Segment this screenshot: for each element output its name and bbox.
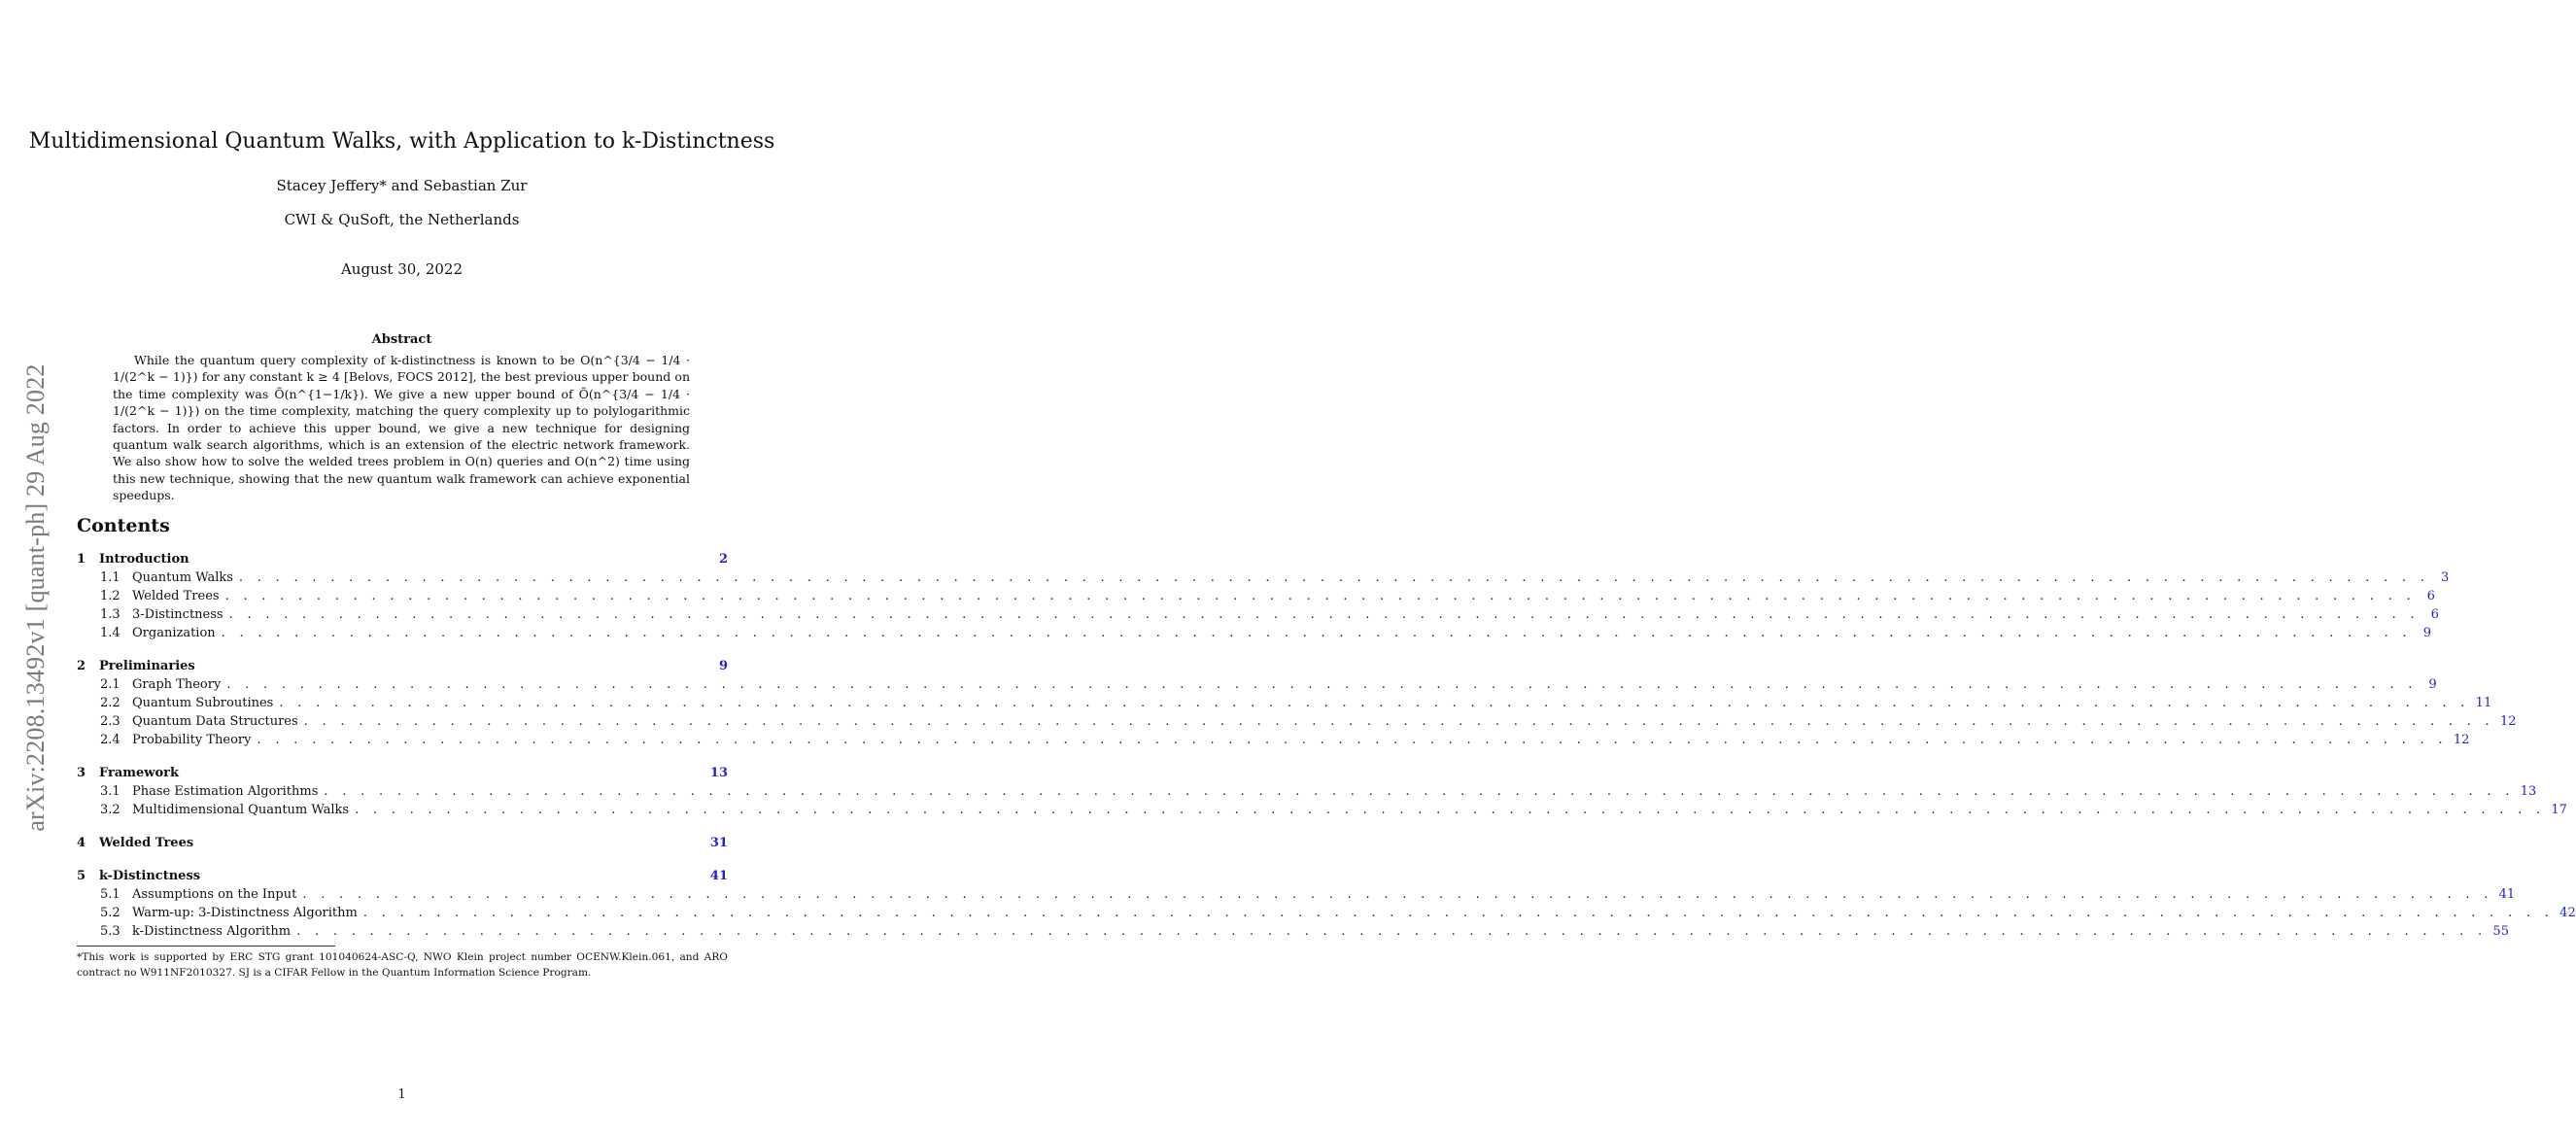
toc-subsection[interactable] <box>77 624 2431 642</box>
toc-subsection-page-link[interactable]: 41 <box>2498 887 2516 902</box>
toc-section[interactable] <box>77 867 728 885</box>
toc-subsection-number: 2.1 <box>100 677 120 692</box>
toc-section-page-link[interactable]: 41 <box>709 869 728 883</box>
toc-subsection-title[interactable]: 3-Distinctness <box>132 607 223 622</box>
paper-title: Multidimensional Quantum Walks, with Application to k-Distinctness <box>28 129 775 154</box>
toc-leader-dots: . . . . . . . . . . . . . . . . . . . . . . . . . . . . . . . . . . . . . . . . . . . . . . . . . . . . . . . . . . . . . . . . . . . . . . . . . . . . . . . . . . . . . . . . . . . . . . . . . . . . . . . . . . . . . . . . . . . . . . . . <box>296 924 2488 939</box>
arxiv-identifier-stamp: arXiv:2208.13492v1 [quant-ph] 29 Aug 2022 <box>21 363 50 832</box>
toc-subsection-page-link[interactable]: 6 <box>2430 607 2439 622</box>
toc-subsection-page-link[interactable]: 6 <box>2426 589 2435 603</box>
toc-subsection-title[interactable]: Welded Trees <box>132 589 220 603</box>
toc-subsection-number: 3.1 <box>100 784 120 799</box>
toc-section-page-link[interactable]: 2 <box>718 552 728 567</box>
toc-section-title[interactable]: Introduction <box>99 552 189 567</box>
toc-section-title[interactable]: k-Distinctness <box>99 869 201 883</box>
toc-section[interactable] <box>77 764 728 782</box>
toc-leader-dots: . . . . . . . . . . . . . . . . . . . . . . . . . . . . . . . . . . . . . . . . . . . . . . . . . . . . . . . . . . . . . . . . . . . . . . . . . . . . . . . . . . . . . . . . . . . . . . . . . . . . . . . . . . . . . . . . . . . . . . . . <box>224 589 2416 603</box>
table-of-contents <box>77 550 2576 941</box>
toc-leader-dots: . . . . . . . . . . . . . . . . . . . . . . . . . . . . . . . . . . . . . . . . . . . . . . . . . . . . . . . . . . . . . . . . . . . . . . . . . . . . . . . . . . . . . . . . . . . . . . . . . . . . . . . . . . . . . . . . . . . . . . . . <box>355 803 2546 817</box>
toc-subsection[interactable] <box>77 694 2492 712</box>
toc-section-page-link[interactable]: 9 <box>718 659 728 673</box>
toc-subsection-page-link[interactable]: 12 <box>2500 714 2517 729</box>
toc-subsection-page-link[interactable]: 42 <box>2559 906 2576 920</box>
toc-subsection-title[interactable]: Quantum Data Structures <box>132 714 298 729</box>
toc-leader-dots: . . . . . . . . . . . . . . . . . . . . . . . . . . . . . . . . . . . . . . . . . . . . . . . . . . . . . . . . . . . . . . . . . . . . . . . . . . . . . . . . . . . . . . . . . . . . . . . . . . . . . . . . . . . . . . . . . . . . . . . . <box>228 607 2420 622</box>
toc-section-number: 2 <box>77 659 86 673</box>
toc-subsection-page-link[interactable]: 13 <box>2520 784 2537 799</box>
toc-subsection-number: 3.2 <box>100 803 120 817</box>
abstract-body <box>113 352 690 504</box>
toc-section-title[interactable]: Preliminaries <box>99 659 195 673</box>
toc-leader-dots: . . . . . . . . . . . . . . . . . . . . . . . . . . . . . . . . . . . . . . . . . . . . . . . . . . . . . . . . . . . . . . . . . . . . . . . . . . . . . . . . . . . . . . . . . . . . . . . . . . . . . . . . . . . . . . . . . . . . . . . . <box>257 733 2448 747</box>
toc-subsection-title[interactable]: Quantum Subroutines <box>132 696 274 710</box>
toc-subsection[interactable] <box>77 568 2450 587</box>
toc-subsection[interactable] <box>77 587 2435 605</box>
toc-section-number: 5 <box>77 869 86 883</box>
toc-subsection[interactable] <box>77 885 2516 904</box>
toc-leader-dots: . . . . . . . . . . . . . . . . . . . . . . . . . . . . . . . . . . . . . . . . . . . . . . . . . . . . . . . . . . . . . . . . . . . . . . . . . . . . . . . . . . . . . . . . . . . . . . . . . . . . . . . . . . . . . . . . . . . . . . . . <box>324 784 2515 799</box>
toc-subsection-title[interactable]: Warm-up: 3-Distinctness Algorithm <box>132 906 358 920</box>
abstract-text: While the quantum query complexity of k-distinctness is known to be O(n^{3/4 − 1/4 · 1/(2^k − 1)}) for any constant k ≥ 4 [Belovs, FOCS 2012], the best previous upper bound on the time complexity was Õ(n^{1−1/k}). We give a new upper bound of Õ(n^{3/4 − 1/4 · 1/(2^k − 1)}) on the time complexity, matching the query complexity up to polylogarithmic factors. In order to achieve this upper bound, we give a new technique for designing quantum walk search algorithms, which is an extension of the electric network framework. We also show how to solve the welded trees problem in O(n) queries and O(n^2) time using this new technique, showing that the new quantum walk framework can achieve exponential speedups. <box>113 353 690 503</box>
toc-section[interactable] <box>77 550 728 568</box>
toc-section-title[interactable]: Framework <box>99 766 180 780</box>
toc-section-number: 1 <box>77 552 86 567</box>
paper-affiliation: CWI & QuSoft, the Netherlands <box>284 211 520 228</box>
toc-leader-dots: . . . . . . . . . . . . . . . . . . . . . . . . . . . . . . . . . . . . . . . . . . . . . . . . . . . . . . . . . . . . . . . . . . . . . . . . . . . . . . . . . . . . . . . . . . . . . . . . . . . . . . . . . . . . . . . . . . . . . . . . <box>362 906 2555 920</box>
toc-subsection-page-link[interactable]: 17 <box>2551 803 2567 817</box>
toc-subsection-number: 2.2 <box>100 696 120 710</box>
toc-subsection-page-link[interactable]: 11 <box>2475 696 2492 710</box>
toc-subsection-title[interactable]: Multidimensional Quantum Walks <box>132 803 350 817</box>
toc-subsection-number: 5.1 <box>100 887 120 902</box>
toc-subsection-title[interactable]: Quantum Walks <box>132 570 233 585</box>
toc-subsection-title[interactable]: Organization <box>132 626 216 640</box>
toc-subsection-page-link[interactable]: 3 <box>2440 570 2450 585</box>
toc-subsection[interactable] <box>77 605 2439 624</box>
toc-subsection-number: 5.3 <box>100 924 120 939</box>
toc-subsection-title[interactable]: Assumptions on the Input <box>132 887 297 902</box>
toc-section-number: 4 <box>77 836 86 850</box>
toc-subsection-title[interactable]: k-Distinctness Algorithm <box>132 924 292 939</box>
footnote-divider <box>77 946 335 947</box>
toc-subsection[interactable] <box>77 731 2470 749</box>
toc-subsection-page-link[interactable]: 9 <box>2428 677 2437 692</box>
toc-subsection[interactable] <box>77 904 2576 922</box>
toc-section[interactable] <box>77 834 728 852</box>
toc-subsection-number: 1.4 <box>100 626 120 640</box>
toc-section[interactable] <box>77 657 728 675</box>
toc-leader-dots: . . . . . . . . . . . . . . . . . . . . . . . . . . . . . . . . . . . . . . . . . . . . . . . . . . . . . . . . . . . . . . . . . . . . . . . . . . . . . . . . . . . . . . . . . . . . . . . . . . . . . . . . . . . . . . . . . . . . . . . . <box>226 677 2418 692</box>
contents-heading: Contents <box>77 515 170 536</box>
abstract-heading: Abstract <box>371 332 432 347</box>
toc-leader-dots: . . . . . . . . . . . . . . . . . . . . . . . . . . . . . . . . . . . . . . . . . . . . . . . . . . . . . . . . . . . . . . . . . . . . . . . . . . . . . . . . . . . . . . . . . . . . . . . . . . . . . . . . . . . . . . . . . . . . . . . . <box>302 887 2493 902</box>
toc-subsection[interactable] <box>77 712 2517 731</box>
toc-subsection-number: 1.2 <box>100 589 120 603</box>
page-number: 1 <box>397 1087 406 1102</box>
toc-subsection[interactable] <box>77 801 2567 819</box>
paper-date: August 30, 2022 <box>340 260 464 278</box>
toc-leader-dots: . . . . . . . . . . . . . . . . . . . . . . . . . . . . . . . . . . . . . . . . . . . . . . . . . . . . . . . . . . . . . . . . . . . . . . . . . . . . . . . . . . . . . . . . . . . . . . . . . . . . . . . . . . . . . . . . . . . . . . . . <box>238 570 2430 585</box>
toc-subsection-title[interactable]: Graph Theory <box>132 677 222 692</box>
toc-subsection-page-link[interactable]: 55 <box>2492 924 2509 939</box>
toc-subsection[interactable] <box>77 782 2537 801</box>
toc-section-title[interactable]: Welded Trees <box>99 836 194 850</box>
toc-subsection-number: 5.2 <box>100 906 120 920</box>
toc-section-page-link[interactable]: 13 <box>709 766 728 780</box>
toc-subsection[interactable] <box>77 922 2509 941</box>
toc-subsection-number: 2.4 <box>100 733 120 747</box>
toc-subsection-title[interactable]: Probability Theory <box>132 733 252 747</box>
toc-subsection-title[interactable]: Phase Estimation Algorithms <box>132 784 319 799</box>
toc-subsection-page-link[interactable]: 9 <box>2422 626 2431 640</box>
toc-leader-dots: . . . . . . . . . . . . . . . . . . . . . . . . . . . . . . . . . . . . . . . . . . . . . . . . . . . . . . . . . . . . . . . . . . . . . . . . . . . . . . . . . . . . . . . . . . . . . . . . . . . . . . . . . . . . . . . . . . . . . . . . <box>279 696 2470 710</box>
toc-subsection-number: 2.3 <box>100 714 120 729</box>
toc-subsection-page-link[interactable]: 12 <box>2453 733 2470 747</box>
toc-leader-dots: . . . . . . . . . . . . . . . . . . . . . . . . . . . . . . . . . . . . . . . . . . . . . . . . . . . . . . . . . . . . . . . . . . . . . . . . . . . . . . . . . . . . . . . . . . . . . . . . . . . . . . . . . . . . . . . . . . . . . . . . <box>221 626 2412 640</box>
toc-subsection-number: 1.3 <box>100 607 120 622</box>
toc-section-number: 3 <box>77 766 86 780</box>
toc-leader-dots: . . . . . . . . . . . . . . . . . . . . . . . . . . . . . . . . . . . . . . . . . . . . . . . . . . . . . . . . . . . . . . . . . . . . . . . . . . . . . . . . . . . . . . . . . . . . . . . . . . . . . . . . . . . . . . . . . . . . . . . . <box>303 714 2494 729</box>
paper-authors: Stacey Jeffery* and Sebastian Zur <box>276 177 528 194</box>
toc-subsection[interactable] <box>77 675 2437 694</box>
footnote: *This work is supported by ERC STG grant 101040624-ASC-Q, NWO Klein project number OCENW.Klein.061, and ARO contract no W911NF2010327. SJ is a CIFAR Fellow in the Quantum Information Science Program. <box>77 951 728 979</box>
toc-subsection-number: 1.1 <box>100 570 120 585</box>
toc-section-page-link[interactable]: 31 <box>709 836 728 850</box>
